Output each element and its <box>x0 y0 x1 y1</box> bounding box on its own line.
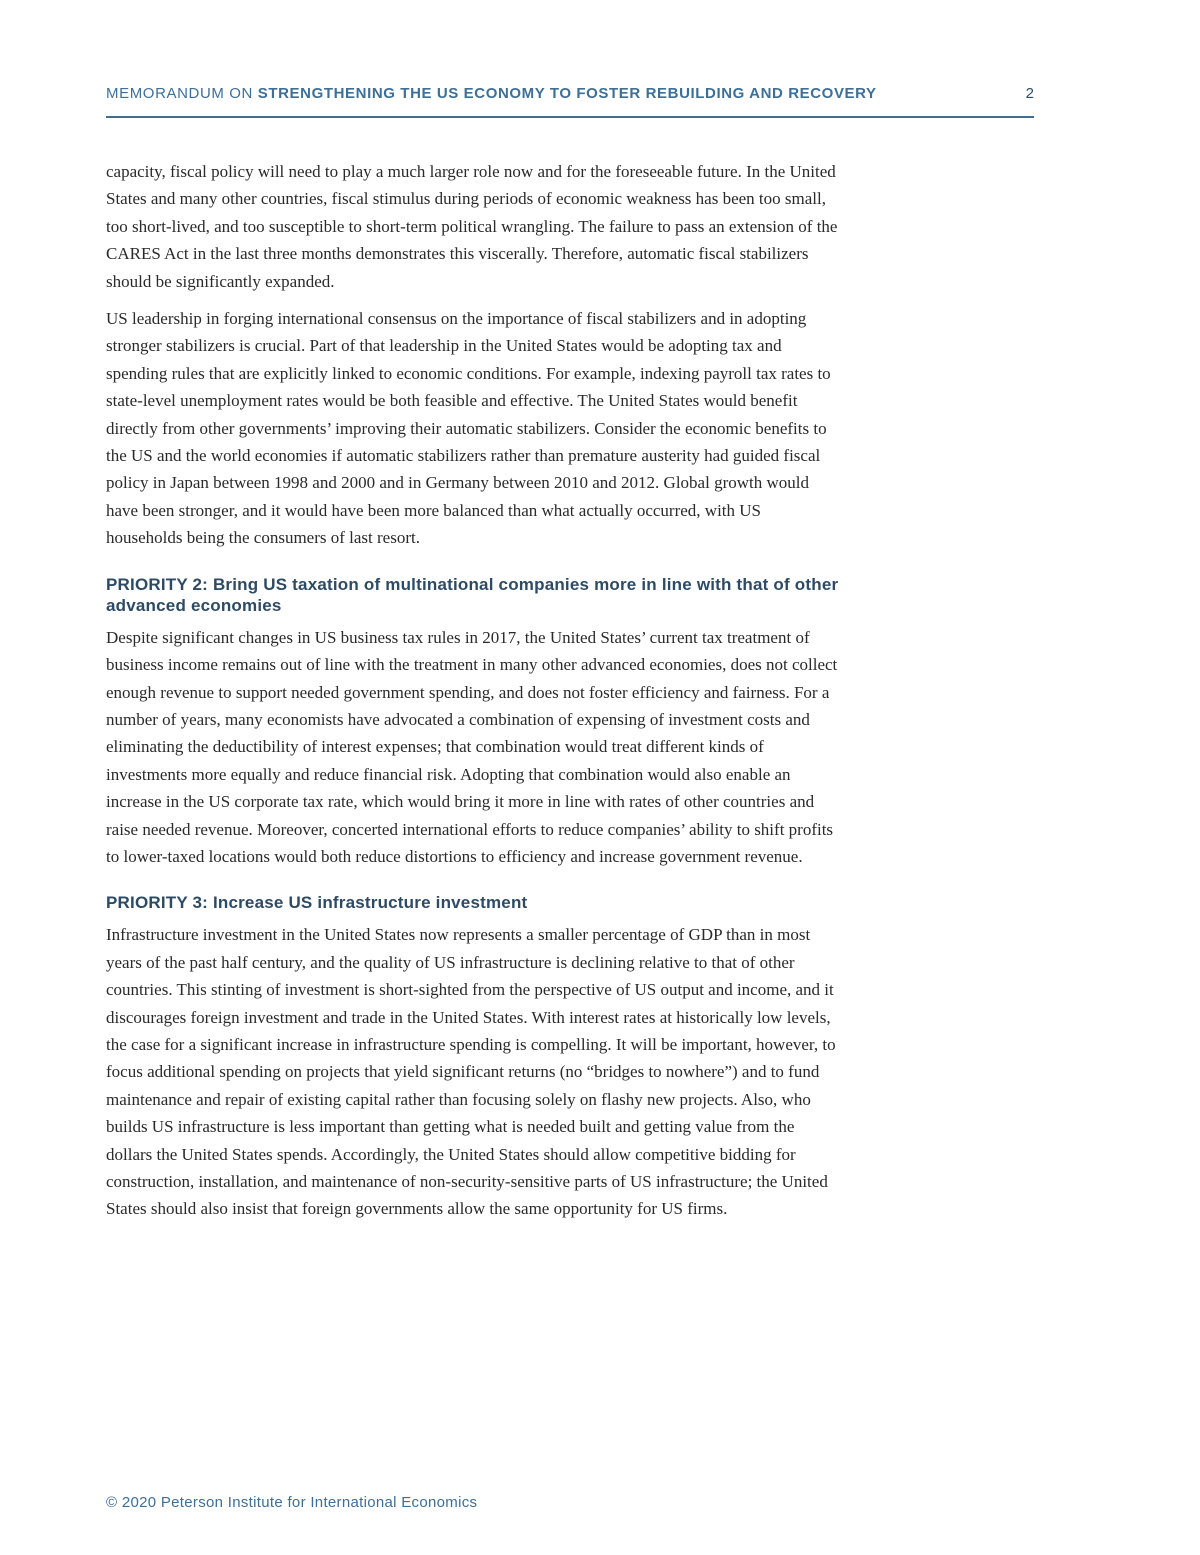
body-paragraph-2: US leadership in forging international consensus on the importance of fiscal stabilizers and in adopting stronger stabilizers is crucial. Part of that leadership in the United States would be adopting tax and spending rules that are explicitly linked to economic conditions. For example, indexing payroll tax rates to state-level unemployment rates would be both feasible and effective. The United States would benefit directly from other governments’ improving their automatic stabilizers. Consider the economic benefits to the US and the world economies if automatic stabilizers rather than premature austerity had guided fiscal policy in Japan between 1998 and 2000 and in Germany between 2010 and 2012. Global growth would have been stronger, and it would have been more balanced than what actually occurred, with US households being the consumers of last resort. <box>106 309 831 548</box>
memo-title-prefix: MEMORANDUM ON <box>106 85 258 102</box>
memo-title <box>106 84 877 104</box>
priority-2-heading: PRIORITY 2: Bring US taxation of multinational companies more in line with that of other advanced economies <box>106 574 839 615</box>
page-number: 2 <box>1025 85 1034 102</box>
priority-2-paragraph: Despite significant changes in US business tax rules in 2017, the United States’ current tax treatment of business income remains out of line with the treatment in many other advanced economies, does not collect enough revenue to support needed government spending, and does not foster efficiency and fairness. For a number of years, many economists have advocated a combination of expensing of investment costs and eliminating the deductibility of interest expenses; that combination would treat different kinds of investments more equally and reduce financial risk. Adopting that combination would also enable an increase in the US corporate tax rate, which would bring it more in line with rates of other countries and raise needed revenue. Moreover, concerted international efforts to reduce companies’ ability to shift profits to lower-taxed locations would both reduce distortions to efficiency and increase government revenue. <box>106 627 838 866</box>
memo-title-emphasis: STRENGTHENING THE US ECONOMY TO FOSTER REBUILDING AND RECOVERY <box>257 85 877 102</box>
document-body <box>106 158 841 1233</box>
footer-copyright: © 2020 Peterson Institute for International Economics <box>106 1494 478 1511</box>
priority-3-paragraph: Infrastructure investment in the United States now represents a smaller percentage of GDP than in most years of the past half century, and the quality of US infrastructure is declining relative to that of other countries. This stinting of investment is short-sighted from the perspective of US output and income, and it discourages foreign investment and trade in the United States. With interest rates at historically low levels, the case for a significant increase in infrastructure spending is compelling. It will be important, however, to focus additional spending on projects that yield significant returns (no “bridges to nowhere”) and to fund maintenance and repair of existing capital rather than focusing solely on flashy new projects. Also, who builds US infrastructure is less important than getting what is needed built and getting value from the dollars the United States spends. Accordingly, the United States should allow competitive bidding for construction, installation, and maintenance of non-security-sensitive parts of US infrastructure; the United States should also insist that foreign governments allow the same opportunity for US firms. <box>106 925 836 1219</box>
page-header <box>106 84 1034 118</box>
priority-3-heading: PRIORITY 3: Increase US infrastructure investment <box>106 893 528 913</box>
body-paragraph-1: capacity, fiscal policy will need to play a much larger role now and for the foreseeable future. In the United States and many other countries, fiscal stimulus during periods of economic weakness has been too small, too short-lived, and too susceptible to short-term political wrangling. The failure to pass an extension of the CARES Act in the last three months demonstrates this viscerally. Therefore, automatic fiscal stabilizers should be significantly expanded. <box>106 162 838 291</box>
